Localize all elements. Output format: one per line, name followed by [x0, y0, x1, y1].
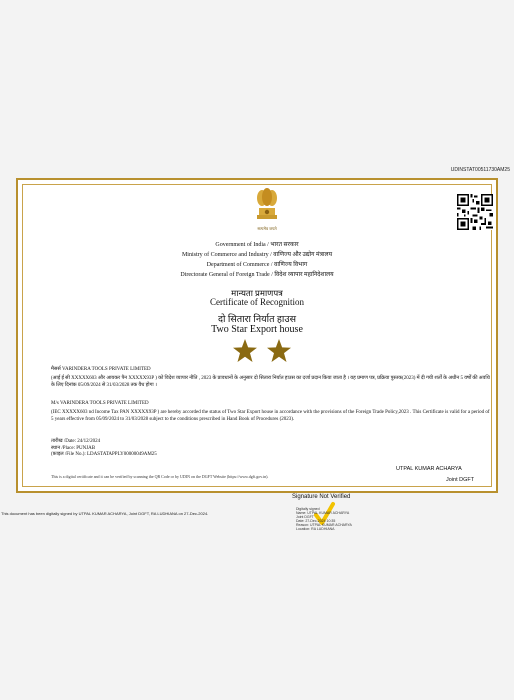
title-hindi: मान्यता प्रमाणपत्र [231, 288, 283, 298]
emblem-motto: सत्यमेव जयते [257, 226, 277, 231]
signature-details: Digitally signed Name: UTPAL KUMAR ACHARYA Joint DGFT Date: 27-Dec-2024 10:35 Reason: UTPAL KUMAR ACHARYA Location: RA LUDHIANA [296, 507, 352, 531]
issue-details [51, 439, 491, 459]
issue-place: स्थान /Place: PUNJAB [51, 445, 96, 451]
issue-date: तारीख /Date: 24/12/2024 [51, 439, 101, 444]
header-ministry: Ministry of Commerce and Industry / वाणिज्य और उद्योग मंत्रालय [181, 252, 333, 258]
status-hindi: दो सितारा निर्यात हाउस [218, 315, 296, 325]
digital-signature-note: This document has been digitally signed by UTPAL KUMAR ACHARYA, Joint DGFT, RA LUDHIANA on 27-Dec-2024. [1, 511, 209, 516]
national-emblem-icon [253, 186, 281, 226]
status-english: Two Star Export house [211, 324, 303, 335]
holder-name-english: M/s VARINDERA TOOLS PRIVATE LIMITED [51, 401, 149, 406]
certificate-text-hindi: (आई ई सी XXXXX603 और आयकर पैन XXXXX93P ) को विदेश व्यापार नीति , 2023 के प्रावधानों के अनुसार दो सितारा निर्यात हाउस का दर्जा प्रदान किया जाता है । यह प्रमाण पत्र, प्रक्रिया पुस्तक(2023) में दी गयी शर्तों के अधीन 5 वर्षों की अवधि के लिए दिनांक 05/09/2024 से 31/03/2028 तक वैध होगा । [51, 376, 490, 388]
title-english: Certificate of Recognition [210, 297, 304, 307]
signatory-title: Joint DGFT [446, 477, 475, 483]
verification-note: This is a digital certificate and it can be verified by scanning the QR Code or by UDIN on the DGFT Website (https://www.dgft.gov.in). [51, 474, 269, 479]
header-government: Government of India / भारत सरकार [215, 242, 299, 248]
star-icon [232, 338, 258, 363]
signatory-name: UTPAL KUMAR ACHARYA [396, 466, 462, 472]
star-rating [232, 338, 292, 364]
file-number: (फ़ाइल /File No.): LDASTATAPPLY00000049AM25 [51, 452, 157, 458]
header-directorate: Directorate General of Foreign Trade / विदेश व्यापार महानिदेशालय [180, 272, 334, 278]
qr-code[interactable] [457, 194, 493, 230]
signature-status: Signature Not Verified [292, 494, 351, 500]
udin-number: UDINSTAT00511730AM25 [450, 167, 510, 173]
header-department: Department of Commerce / वाणिज्य विभाग [206, 262, 308, 268]
certificate-text-english: (IEC XXXXX603 nd Income Tax PAN XXXXX93P ) are hereby accorded the status of Two Star Export house in accordance with the provisions of the Foreign Trade Policy,2023 . This Certificate is valid for a period of 5 years effective from 05/09/2024 to 31/03/2028 subject to the conditions prescribed in Hand Book of Procedures (2023). [51, 410, 490, 422]
star-icon [266, 338, 292, 363]
holder-name-hindi: मैसर्स VARINDERA TOOLS PRIVATE LIMITED [51, 367, 151, 372]
